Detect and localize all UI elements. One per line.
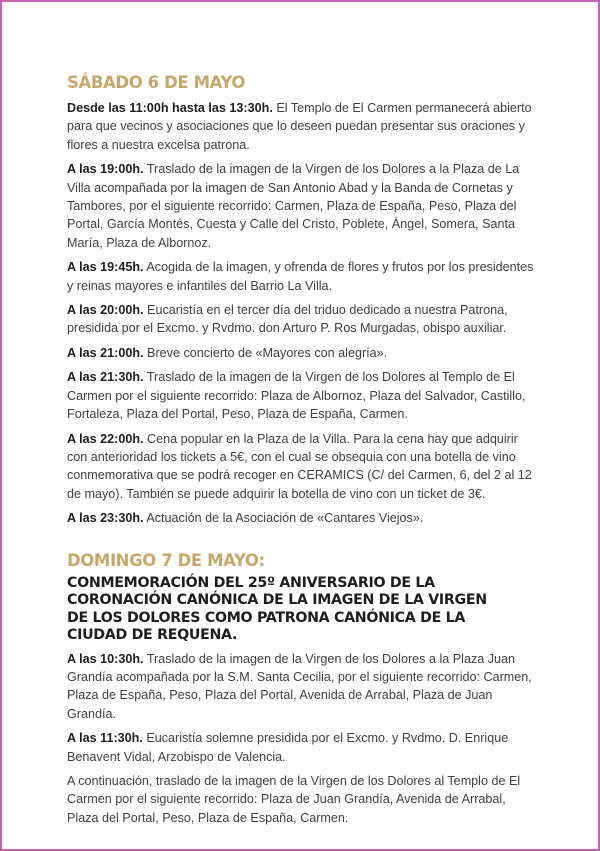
entry-description: Eucaristía en el tercer día del triduo dedicado a nuestra Patrona, presidida por el Excmo. y Rvdmo. don Arturo P. Ros Murgadas, obispo auxiliar. — [67, 303, 508, 336]
program-content — [67, 72, 537, 833]
section-saturday — [67, 72, 537, 528]
entry-description: Eucaristía solemne presidida por el Excmo. y Rvdmo. D. Enrique Benavent Vidal, Arzobispo de Valencia. — [67, 731, 509, 764]
entry-description: Breve concierto de «Mayores con alegría». — [143, 345, 388, 360]
entry-time: A las 21:30h. — [67, 370, 144, 385]
entry-description: A continuación, traslado de la imagen de la Virgen de los Dolores al Templo de El Carmen por el siguiente recorrido: Plaza de Juan Grandía, Avenida de Arrabal, Plaza del Portal, Peso, Plaza de España, Carmen. — [67, 773, 521, 825]
entry-description: Traslado de la imagen de la Virgen de los Dolores al Templo de El Carmen por el siguiente recorrido: Plaza de Albornoz, Plaza del Salvador, Castillo, Fortaleza, Plaza del Portal, Peso, Plaza de España, Carmen. — [67, 370, 526, 422]
entry-time: A las 11:30h. — [67, 731, 143, 746]
schedule-entry — [67, 650, 537, 724]
day-heading-sunday: DOMINGO 7 DE MAYO: — [67, 550, 265, 570]
entry-time: A las 20:00h. — [67, 303, 144, 318]
entry-description: Cena popular en la Plaza de la Villa. Para la cena hay que adquirir con anterioridad los tickets a 5€, con el cual se obsequia con una botella de vino conmemorativa que se podrá recoger en CERAMICS (C/ del Carmen, 6, del 2 al 12 de mayo). También se puede adquirir la botella de vino con un ticket de 3€. — [67, 431, 532, 501]
entry-time: A las 19:00h. — [67, 162, 144, 177]
section-sunday — [67, 550, 537, 828]
schedule-entry — [67, 772, 537, 827]
schedule-entry — [67, 368, 537, 423]
entry-description: Traslado de la imagen de la Virgen de los Dolores a la Plaza Juan Grandía acompañada por la S.M. Santa Cecilia, por el siguiente recorrido: Carmen, Plaza de España, Peso, Plaza del Portal, Avenida de Arrabal, Plaza de Juan Grandía. — [67, 651, 532, 721]
entry-time: Desde las 11:00h hasta las 13:30h. — [67, 101, 273, 115]
schedule-entry — [67, 729, 537, 766]
entry-description: El Templo de El Carmen permanecerá abierto para que vecinos y asociaciones que lo deseen puedan presentar sus oraciones y flores a nuestra excelsa patrona. — [67, 101, 532, 152]
day-heading-saturday: SÁBADO 6 DE MAYO — [67, 73, 246, 92]
entry-time: A las 23:30h. — [67, 511, 144, 526]
schedule-entry — [67, 99, 537, 154]
entry-description: Actuación de la Asociación de «Cantares Viejos». — [143, 511, 424, 526]
schedule-entry — [67, 344, 537, 362]
entry-time: A las 21:00h. — [67, 345, 144, 360]
entry-description: Acogida de la imagen, y ofrenda de flores y frutos por los presidentes y reinas mayores e infantiles del Barrio La Villa. — [67, 260, 534, 293]
schedule-entry — [67, 258, 537, 295]
anniversary-subheading: CONMEMORACIÓN DEL 25º ANIVERSARIO DE LA CORONACIÓN CANÓNICA DE LA IMAGEN DE LA VIRGEN DE LOS DOLORES COMO PATRONA CANÓNICA DE LA CIUDAD DE REQUENA. — [67, 574, 487, 644]
entry-description: Traslado de la imagen de la Virgen de los Dolores a la Plaza de La Villa acompañada por la imagen de San Antonio Abad y la Banda de Cornetas y Tambores, por el siguiente recorrido: Carmen, Plaza de España, Peso, Plaza del Portal, García Montés, Cuesta y Calle del Cristo, Poblete, Ángel, Somera, Santa María, Plaza de Albornoz. — [67, 162, 520, 250]
schedule-entry — [67, 301, 537, 338]
schedule-entry — [67, 160, 537, 252]
entry-time: A las 22:00h. — [67, 431, 144, 446]
schedule-entry — [67, 509, 537, 527]
entry-time: A las 10:30h. — [67, 651, 144, 666]
schedule-entry — [67, 430, 537, 504]
entry-time: A las 19:45h. — [67, 260, 144, 275]
